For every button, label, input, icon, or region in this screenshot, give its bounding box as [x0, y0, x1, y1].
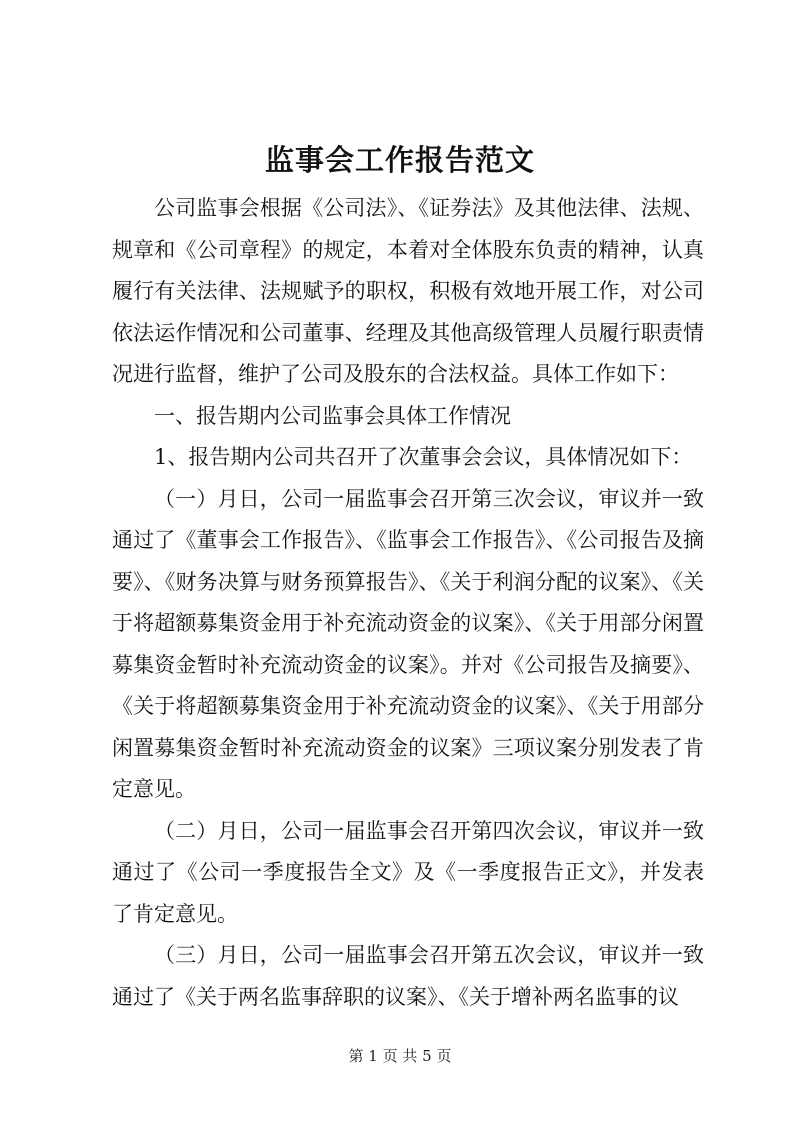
meeting-paragraph-1: （一）月日，公司一届监事会召开第三次会议，审议并一致通过了《董事会工作报告》、《监事会工作报告》、《公司报告及摘要》、《财务决算与财务预算报告》、《关于利润分配的议案》、《关于将超额募集资金用于补充流动资金的议案》、《关于用部分闲置募集资金暂时补充流动资金的议案》。并对《公司报告及摘要》、《关于将超额募集资金用于补充流动资金的议案》、《关于用部分闲置募集资金暂时补充流动资金的议案》三项议案分别发表了肯定意见。	[112, 486, 704, 801]
intro-paragraph: 公司监事会根据《公司法》、《证券法》及其他法律、法规、规章和《公司章程》的规定，本着对全体股东负责的精神，认真履行有关法律、法规赋予的职权，积极有效地开展工作，对公司依法运作情况和公司董事、经理及其他高级管理人员履行职责情况进行监督，维护了公司及股东的合法权益。具体工作如下：	[112, 196, 704, 386]
subsection-heading: 1、报告期内公司共召开了次董事会会议，具体情况如下：	[154, 445, 693, 469]
meeting-paragraph-2: （二）月日，公司一届监事会召开第四次会议，审议并一致通过了《公司一季度报告全文》及《一季度报告正文》，并发表了肯定意见。	[112, 818, 704, 926]
document-body	[112, 188, 704, 1018]
page-footer: 第 1 页 共 5 页	[348, 1047, 452, 1065]
page-title: 监事会工作报告范文	[264, 143, 535, 177]
section-heading: 一、报告期内公司监事会具体工作情况	[154, 403, 511, 428]
meeting-paragraph-3: （三）月日，公司一届监事会召开第五次会议，审议并一致通过了《关于两名监事辞职的议案》、《关于增补两名监事的议	[112, 943, 704, 1009]
